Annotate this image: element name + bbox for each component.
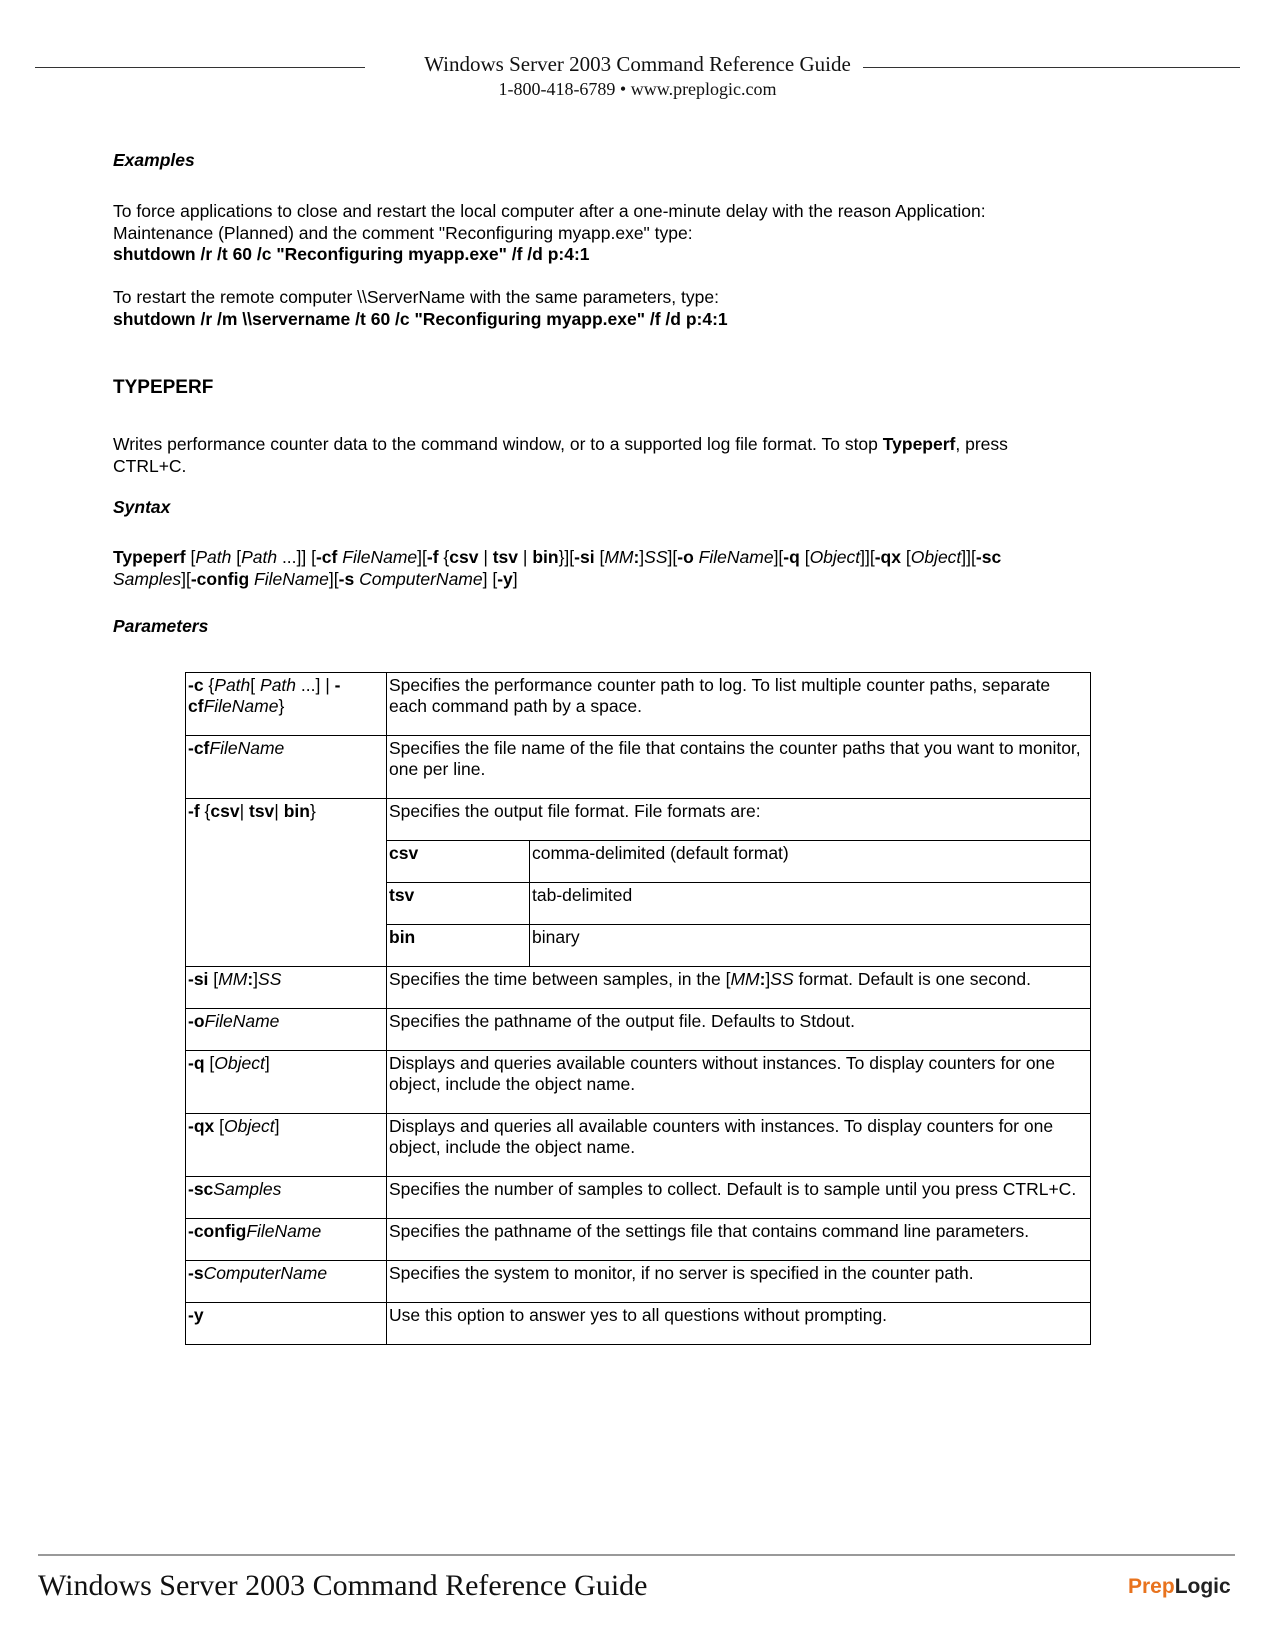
param-name: -cfFileName — [186, 736, 387, 799]
param-name: -si [MM:]SS — [186, 967, 387, 1009]
example-1-text-line-1: To force applications to close and restart the local computer after a one-minute delay with the reason Application: — [113, 201, 986, 221]
format-name: csv — [387, 841, 530, 883]
param-desc: Specifies the system to monitor, if no server is specified in the counter path. — [389, 1263, 974, 1283]
example-2 — [113, 287, 1113, 330]
header-title: Windows Server 2003 Command Reference Guide — [0, 52, 1275, 77]
file-formats-table — [387, 840, 1090, 966]
param-row-o — [186, 1009, 1091, 1051]
examples-heading: Examples — [113, 150, 195, 170]
param-name: -f {csv| tsv| bin} — [186, 799, 387, 967]
param-row-q — [186, 1051, 1091, 1114]
example-1 — [113, 201, 1113, 266]
syntax-heading: Syntax — [113, 497, 171, 517]
param-desc: Specifies the number of samples to collect. Default is to sample until you press CTRL+C. — [389, 1179, 1077, 1199]
example-1-command: shutdown /r /t 60 /c "Reconfiguring myapp.exe" /f /d p:4:1 — [113, 244, 590, 264]
param-row-config — [186, 1219, 1091, 1261]
param-name: -c {Path[ Path ...] | - cfFileName} — [186, 673, 387, 736]
format-name: bin — [387, 925, 530, 967]
param-name: -sComputerName — [186, 1261, 387, 1303]
param-desc: Specifies the performance counter path to log. To list multiple counter paths, separate each command path by a space. — [389, 675, 1051, 716]
example-2-command: shutdown /r /m \\servername /t 60 /c "Reconfiguring myapp.exe" /f /d p:4:1 — [113, 308, 728, 329]
format-desc: comma-delimited (default format) — [530, 841, 1091, 883]
preplogic-logo: PrepLogic — [1128, 1575, 1231, 1598]
param-desc: Displays and queries available counters without instances. To display counters for one object, include the object name. — [389, 1053, 1056, 1094]
param-desc: Use this option to answer yes to all questions without prompting. — [389, 1305, 888, 1325]
param-desc: Displays and queries all available counters with instances. To display counters for one object, include the object name. — [389, 1116, 1054, 1157]
param-name: -qx [Object] — [186, 1114, 387, 1177]
param-name: -configFileName — [186, 1219, 387, 1261]
example-1-text-line-2: Maintenance (Planned) and the comment "Reconfiguring myapp.exe" type: — [113, 222, 693, 243]
param-name: -oFileName — [186, 1009, 387, 1051]
syntax-line: Typeperf [Path [Path ...]] [-cf FileName][-f {csv | tsv | bin}][-si [MM:]SS][-o FileName][-q [Object]][-qx [Object]][-sc Samples][-config FileName][-s ComputerName] [-y] — [113, 547, 1002, 589]
footer-title: Windows Server 2003 Command Reference Guide — [38, 1569, 648, 1602]
param-name: -q [Object] — [186, 1051, 387, 1114]
param-desc: Specifies the file name of the file that contains the counter paths that you want to monitor, one per line. — [389, 738, 1081, 779]
param-desc: Specifies the pathname of the settings file that contains command line parameters. — [389, 1221, 1030, 1241]
typeperf-description: Writes performance counter data to the command window, or to a supported log file format. To stop Typeperf, press CTRL+C. — [113, 434, 1008, 476]
param-row-c — [186, 673, 1091, 736]
param-desc: Specifies the output file format. File formats are: — [389, 801, 761, 821]
format-desc: binary — [530, 925, 1091, 967]
param-row-qx — [186, 1114, 1091, 1177]
typeperf-name: Typeperf — [882, 434, 956, 454]
param-row-y — [186, 1303, 1091, 1345]
param-row-cf — [186, 736, 1091, 799]
format-row — [387, 925, 1090, 967]
format-row — [387, 841, 1090, 883]
example-2-text: To restart the remote computer \\ServerName with the same parameters, type: — [113, 287, 719, 307]
param-row-s — [186, 1261, 1091, 1303]
param-row-f — [186, 799, 1091, 967]
typeperf-heading: TYPEPERF — [113, 377, 214, 398]
param-name: -scSamples — [186, 1177, 387, 1219]
param-name: -y — [186, 1303, 387, 1345]
parameters-table — [185, 672, 1091, 1345]
format-desc: tab-delimited — [530, 883, 1091, 925]
param-row-si — [186, 967, 1091, 1009]
header-contact: 1-800-418-6789 • www.preplogic.com — [498, 79, 777, 99]
footer-rule — [38, 1554, 1235, 1556]
param-desc: Specifies the pathname of the output file. Defaults to Stdout. — [389, 1011, 855, 1031]
parameters-heading: Parameters — [113, 616, 209, 636]
param-row-sc — [186, 1177, 1091, 1219]
format-row — [387, 883, 1090, 925]
format-name: tsv — [387, 883, 530, 925]
param-desc: Specifies the time between samples, in the [MM:]SS format. Default is one second. — [389, 969, 1031, 989]
